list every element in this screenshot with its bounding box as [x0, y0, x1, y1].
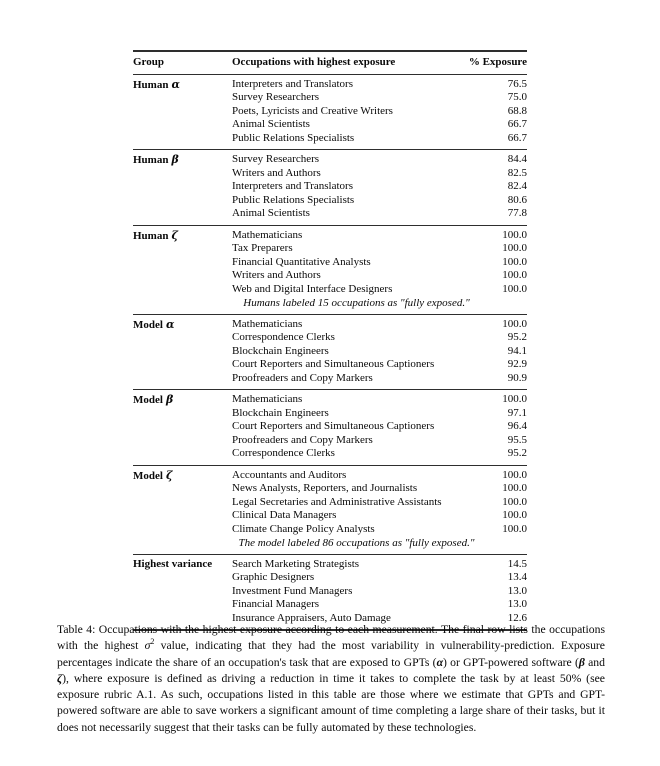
table-row — [232, 331, 527, 345]
occupation-cell: Writers and Authors — [232, 166, 321, 179]
occupation-cell: Court Reporters and Simultaneous Captioners — [232, 358, 435, 371]
occupation-cell: Court Reporters and Simultaneous Captioners — [232, 420, 435, 433]
group-rows — [232, 229, 527, 311]
occupation-cell: Animal Scientists — [232, 118, 310, 131]
exposure-cell: 68.8 — [507, 104, 527, 117]
rows-list — [232, 229, 527, 297]
table-row — [232, 482, 527, 496]
exposure-cell: 80.6 — [507, 193, 527, 206]
exposure-table — [133, 50, 527, 631]
exposure-cell: 95.5 — [507, 433, 527, 446]
occupation-cell: Blockchain Engineers — [232, 406, 329, 419]
group-label — [133, 153, 232, 168]
exposure-cell: 66.7 — [507, 118, 527, 131]
table-row — [232, 434, 527, 448]
table-group — [133, 226, 527, 314]
table-row — [232, 407, 527, 421]
occupation-cell: Public Relations Specialists — [232, 131, 355, 144]
group-symbol: α — [165, 317, 175, 331]
table-row — [232, 153, 527, 167]
group-name: Highest variance — [133, 557, 213, 570]
occupation-cell: Interpreters and Translators — [232, 77, 353, 90]
table-row — [232, 256, 527, 270]
exposure-cell: 100.0 — [502, 482, 527, 495]
exposure-cell: 100.0 — [502, 228, 527, 241]
group-label — [133, 558, 232, 572]
exposure-cell: 90.9 — [507, 371, 527, 384]
table-row — [232, 447, 527, 461]
table-row — [232, 345, 527, 359]
caption: Table 4: Occupations with the highest exposure according to each measurement. The final row lists the occupations with the highest $\sigma^2$ value, indicating that they had the most variability in vulnerability-prediction. Exposure percentages indicate the share of an occupation's task that are exposed to GPTs (α) or GPT-powered software (β and ζ), where exposure is defined as driving a reduction in time it takes to complete the task by at least 50% (see exposure rubric A.1. As such, occupations listed in this table are those where we estimate that GPTs and GPT-powered software are able to save workers a significant amount of time completing a large share of their tasks, but it does not necessarily suggest that their tasks can be fully automated by these technologies. — [57, 623, 605, 734]
group-label — [133, 469, 232, 484]
occupation-cell: Search Marketing Strategists — [232, 557, 360, 570]
occupation-cell: Web and Digital Interface Designers — [232, 282, 393, 295]
exposure-cell: 75.0 — [507, 91, 527, 104]
occupation-cell: Interpreters and Translators — [232, 180, 353, 193]
group-name: Human — [133, 78, 169, 91]
occupation-cell: Proofreaders and Copy Markers — [232, 433, 373, 446]
group-rows — [232, 469, 527, 551]
column-header-exposure: % Exposure — [468, 56, 527, 68]
occupation-cell: Writers and Authors — [232, 269, 321, 282]
table-row — [232, 585, 527, 599]
table-row — [232, 372, 527, 386]
table-row — [232, 496, 527, 510]
table-header-row — [133, 52, 527, 74]
rows-list — [232, 153, 527, 221]
rows-list — [232, 318, 527, 386]
group-symbol: ζ — [165, 468, 173, 482]
table-row — [232, 558, 527, 572]
exposure-cell: 84.4 — [507, 153, 527, 166]
table-row — [232, 242, 527, 256]
group-symbol: ζ — [171, 228, 178, 242]
table-row — [232, 420, 527, 434]
table-row — [232, 105, 527, 119]
occupation-cell: Graphic Designers — [232, 571, 315, 584]
table-row — [232, 91, 527, 105]
table-group — [133, 315, 527, 389]
column-header-group: Group — [133, 56, 164, 68]
table-row — [232, 509, 527, 523]
occupation-cell: News Analysts, Reporters, and Journalists — [232, 482, 418, 495]
occupation-cell: Insurance Appraisers, Auto Damage — [232, 611, 391, 624]
table-group — [133, 390, 527, 464]
group-rows — [232, 78, 527, 146]
table-row — [232, 283, 527, 297]
occupation-cell: Correspondence Clerks — [232, 447, 335, 460]
exposure-cell: 100.0 — [502, 509, 527, 522]
table-body — [133, 75, 527, 629]
group-rows — [232, 318, 527, 386]
exposure-cell: 76.5 — [507, 77, 527, 90]
group-note: The model labeled 86 occupations as "fully exposed." — [238, 536, 475, 549]
exposure-cell: 97.1 — [507, 406, 527, 419]
occupation-cell: Investment Fund Managers — [232, 584, 353, 597]
occupation-cell: Poets, Lyricists and Creative Writers — [232, 104, 393, 117]
occupation-cell: Animal Scientists — [232, 207, 310, 220]
occupation-cell: Accountants and Auditors — [232, 468, 347, 481]
exposure-cell: 82.4 — [507, 180, 527, 193]
occupation-cell: Blockchain Engineers — [232, 344, 329, 357]
group-rows — [232, 153, 527, 221]
table-row — [232, 571, 527, 585]
exposure-cell: 95.2 — [507, 447, 527, 460]
group-symbol: β — [171, 153, 179, 167]
exposure-cell: 82.5 — [507, 166, 527, 179]
occupation-cell: Public Relations Specialists — [232, 193, 355, 206]
exposure-cell: 94.1 — [507, 344, 527, 357]
rows-list — [232, 558, 527, 626]
group-note: Humans labeled 15 occupations as "fully exposed." — [243, 296, 470, 309]
exposure-cell: 14.5 — [507, 557, 527, 570]
occupation-cell: Legal Secretaries and Administrative Assistants — [232, 495, 442, 508]
exposure-cell: 12.6 — [507, 611, 527, 624]
exposure-cell: 100.0 — [502, 255, 527, 268]
exposure-cell: 100.0 — [502, 317, 527, 330]
group-name: Human — [133, 154, 169, 167]
table-row — [232, 180, 527, 194]
occupation-cell: Climate Change Policy Analysts — [232, 522, 375, 535]
exposure-cell: 13.0 — [507, 598, 527, 611]
occupation-cell: Financial Quantitative Analysts — [232, 255, 371, 268]
group-label — [133, 318, 232, 333]
group-name: Model — [133, 469, 163, 482]
occupation-cell: Proofreaders and Copy Markers — [232, 371, 373, 384]
table-group — [133, 555, 527, 629]
exposure-cell: 13.4 — [507, 571, 527, 584]
occupation-cell: Correspondence Clerks — [232, 331, 335, 344]
table-row — [232, 318, 527, 332]
table-row — [232, 194, 527, 208]
exposure-cell: 96.4 — [507, 420, 527, 433]
table-row — [232, 358, 527, 372]
exposure-cell: 95.2 — [507, 331, 527, 344]
exposure-cell: 77.8 — [507, 207, 527, 220]
group-symbol: β — [165, 393, 174, 407]
occupation-cell: Financial Managers — [232, 598, 320, 611]
column-header-occupation: Occupations with highest exposure — [232, 56, 396, 68]
occupation-cell: Clinical Data Managers — [232, 509, 337, 522]
table-group — [133, 150, 527, 224]
table-row — [232, 207, 527, 221]
table-group — [133, 466, 527, 554]
rows-list — [232, 393, 527, 461]
rows-list — [232, 78, 527, 146]
table-row — [232, 598, 527, 612]
table-group — [133, 75, 527, 149]
table-row — [232, 269, 527, 283]
occupation-cell: Mathematicians — [232, 393, 303, 406]
group-label — [133, 78, 232, 93]
occupation-cell: Mathematicians — [232, 317, 303, 330]
occupation-cell: Tax Preparers — [232, 242, 293, 255]
exposure-cell: 100.0 — [502, 242, 527, 255]
group-name: Model — [133, 394, 163, 407]
exposure-cell: 100.0 — [502, 468, 527, 481]
group-name: Model — [133, 318, 163, 331]
group-symbol: α — [171, 77, 180, 91]
table-row — [232, 132, 527, 146]
table-row — [232, 78, 527, 92]
occupation-cell: Survey Researchers — [232, 153, 320, 166]
exposure-cell: 100.0 — [502, 393, 527, 406]
exposure-cell: 100.0 — [502, 495, 527, 508]
table-row — [232, 167, 527, 181]
exposure-cell: 100.0 — [502, 282, 527, 295]
group-label — [133, 229, 232, 244]
table-row — [232, 523, 527, 537]
table-row — [232, 118, 527, 132]
table-row — [232, 229, 527, 243]
table-row — [232, 393, 527, 407]
exposure-cell: 13.0 — [507, 584, 527, 597]
group-label — [133, 393, 232, 408]
rows-list — [232, 469, 527, 537]
exposure-cell: 92.9 — [507, 358, 527, 371]
exposure-cell: 100.0 — [502, 269, 527, 282]
exposure-cell: 100.0 — [502, 522, 527, 535]
group-name: Human — [133, 229, 169, 242]
table-row — [232, 469, 527, 483]
occupation-cell: Mathematicians — [232, 228, 303, 241]
exposure-cell: 66.7 — [507, 131, 527, 144]
group-rows — [232, 558, 527, 626]
group-rows — [232, 393, 527, 461]
occupation-cell: Survey Researchers — [232, 91, 320, 104]
